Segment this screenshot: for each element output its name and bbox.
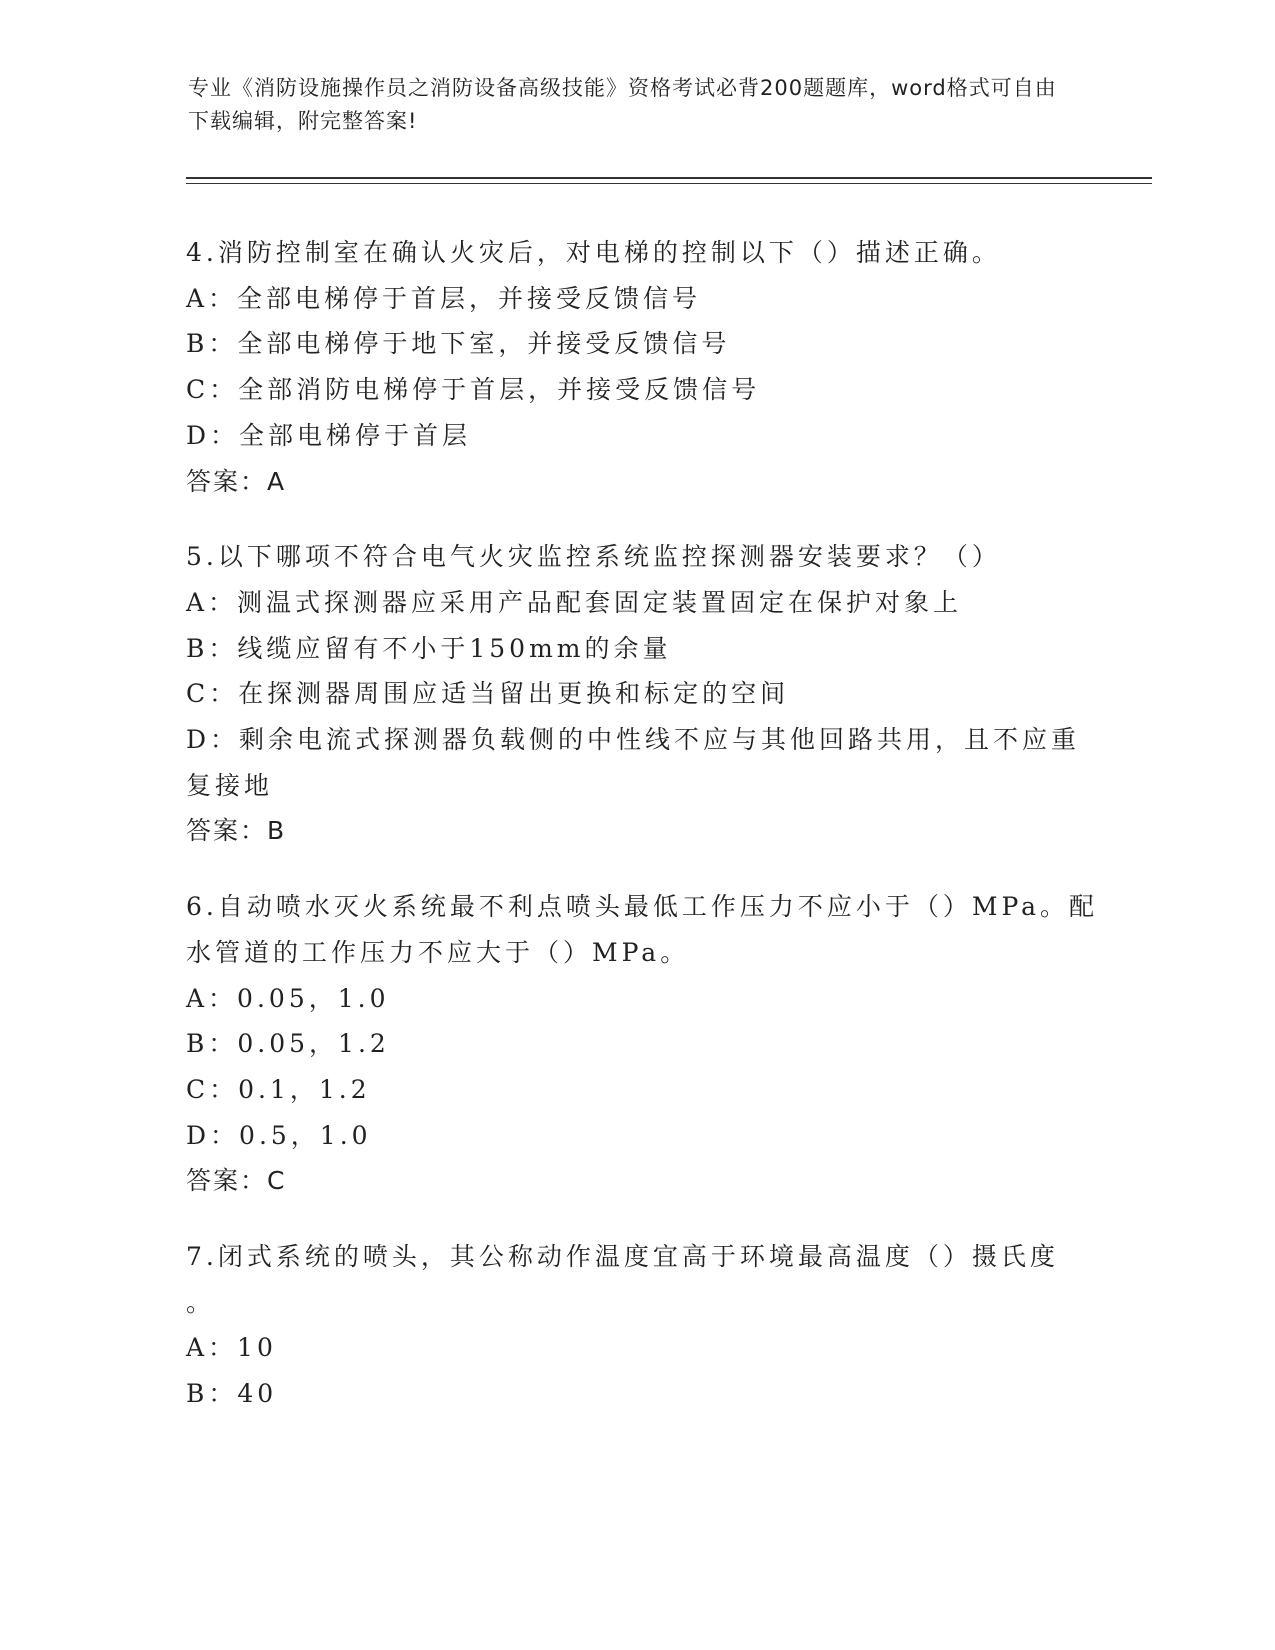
answer-option: A：0.05，1.0 bbox=[186, 983, 390, 1013]
answer-option: A：10 bbox=[186, 1333, 277, 1363]
answer-option: 复接地 bbox=[186, 770, 274, 800]
answer-key: 答案：A bbox=[186, 466, 287, 496]
answer-option: B：0.05，1.2 bbox=[186, 1029, 390, 1059]
question-stem: 水管道的工作压力不应大于（）MPa。 bbox=[186, 937, 690, 967]
question-stem: 4.消防控制室在确认火灾后，对电梯的控制以下（）描述正确。 bbox=[186, 238, 1001, 267]
answer-option: A：全部电梯停于首层，并接受反馈信号 bbox=[186, 283, 702, 313]
answer-option: A：测温式探测器应采用产品配套固定装置固定在保护对象上 bbox=[186, 587, 963, 617]
question-stem: 。 bbox=[186, 1287, 216, 1317]
answer-key: 答案：B bbox=[186, 816, 287, 846]
answer-option: B：40 bbox=[186, 1379, 278, 1409]
question-list bbox=[186, 230, 1099, 1447]
question-block bbox=[186, 534, 1086, 854]
document-intro: 专业《消防设施操作员之消防设备高级技能》资格考试必背200题题库，word格式可自由下载编辑，附完整答案! bbox=[188, 76, 1057, 133]
header-divider bbox=[186, 177, 1152, 184]
answer-option: B：全部电梯停于地下室，并接受反馈信号 bbox=[186, 329, 731, 359]
question-block bbox=[186, 1234, 1086, 1417]
question-stem: 5.以下哪项不符合电气火灾监控系统监控探测器安装要求？（） bbox=[186, 542, 1001, 572]
question-stem: 7.闭式系统的喷头，其公称动作温度宜高于环境最高温度（）摄氏度 bbox=[186, 1242, 1059, 1272]
question-block bbox=[186, 884, 1099, 1204]
answer-key: 答案：C bbox=[186, 1166, 287, 1196]
answer-option: C：全部消防电梯停于首层，并接受反馈信号 bbox=[186, 375, 761, 405]
answer-option: D：0.5，1.0 bbox=[186, 1120, 372, 1150]
answer-option: D：剩余电流式探测器负载侧的中性线不应与其他回路共用，且不应重 bbox=[186, 725, 1081, 755]
answer-option: C：在探测器周围应适当留出更换和标定的空间 bbox=[186, 679, 790, 709]
question-block bbox=[186, 230, 1086, 504]
question-stem: 6.自动喷水灭火系统最不利点喷头最低工作压力不应小于（）MPa。配 bbox=[186, 892, 1099, 922]
answer-option: B：线缆应留有不小于150mm的余量 bbox=[186, 633, 672, 663]
answer-option: D：全部电梯停于首层 bbox=[186, 420, 472, 450]
answer-option: C：0.1，1.2 bbox=[186, 1074, 371, 1104]
